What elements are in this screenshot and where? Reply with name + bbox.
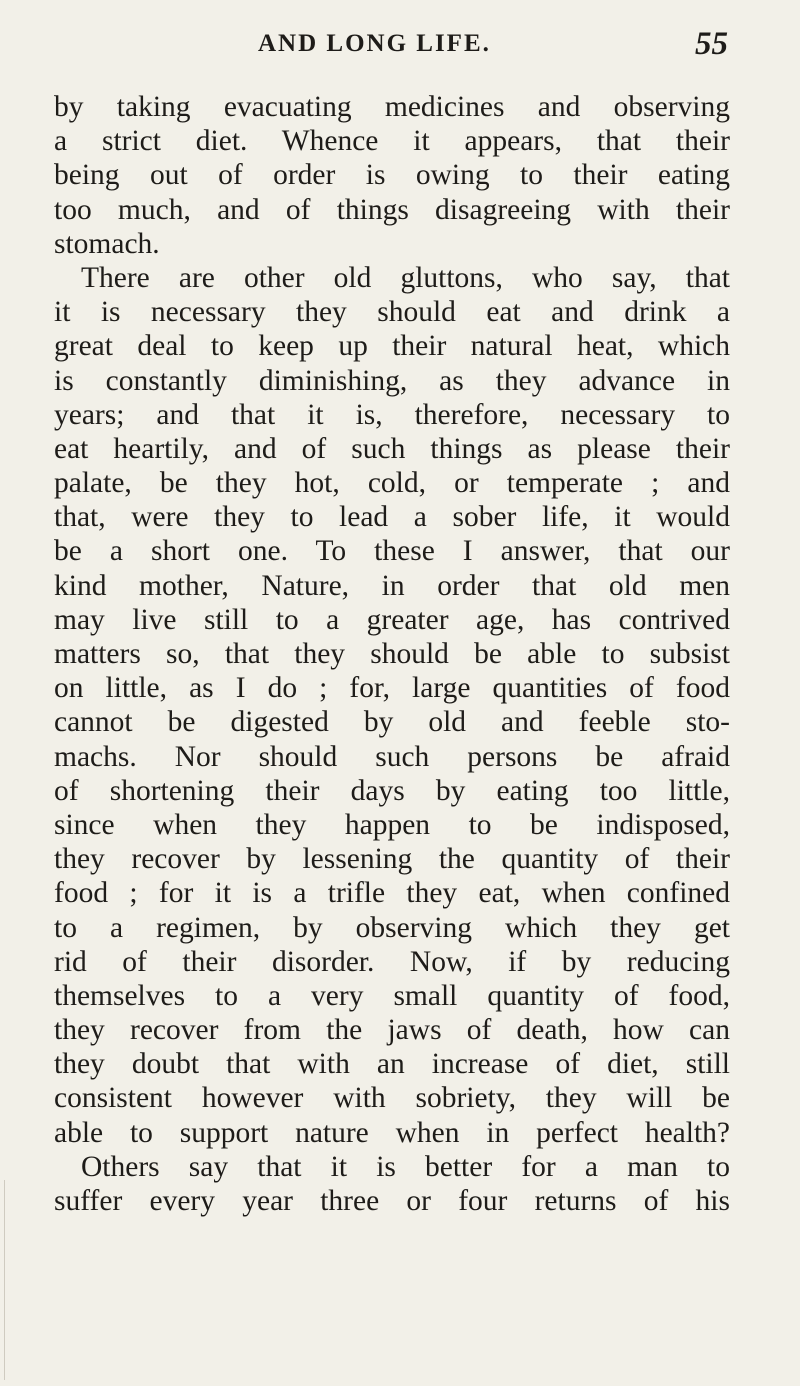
text-line: on little, as I do ; for, large quantities of food — [54, 672, 730, 705]
text-line: be a short one. To these I answer, that our — [54, 535, 730, 568]
running-title: AND LONG LIFE. — [258, 30, 491, 57]
gutter-shadow — [4, 1180, 5, 1380]
paragraph-start-line: There are other old gluttons, who say, that — [81, 261, 730, 294]
text-line: being out of order is owing to their eating — [54, 159, 730, 192]
text-line: is constantly diminishing, as they advance in — [54, 364, 730, 397]
text-line: matters so, that they should be able to subsist — [54, 638, 730, 670]
text-line: suffer every year three or four returns of his — [54, 1185, 730, 1217]
text-line: they doubt that with an increase of diet, still — [54, 1048, 730, 1081]
text-line: years; and that it is, therefore, necessary to — [54, 398, 730, 431]
text-line: themselves to a very small quantity of food, — [54, 979, 730, 1012]
text-line: that, were they to lead a sober life, it would — [54, 501, 730, 534]
text-line: rid of their disorder. Now, if by reducing — [54, 945, 730, 978]
text-line: a strict diet. Whence it appears, that their — [54, 125, 730, 158]
text-line: they recover by lessening the quantity of their — [54, 843, 730, 876]
text-line: consistent however with sobriety, they will be — [54, 1082, 730, 1115]
running-head — [80, 28, 730, 68]
text-line: since when they happen to be indisposed, — [54, 808, 730, 841]
paragraph-start-line: Others say that it is better for a man to — [81, 1150, 730, 1183]
text-line: palate, be they hot, cold, or temperate ; and — [54, 467, 730, 500]
body-text — [54, 90, 730, 1218]
page-number: 55 — [695, 26, 728, 62]
text-line: able to support nature when in perfect health? — [54, 1116, 730, 1149]
text-line: cannot be digested by old and feeble sto- — [54, 706, 730, 739]
text-line: machs. Nor should such persons be afraid — [54, 740, 730, 773]
text-line: by taking evacuating medicines and observing — [54, 91, 730, 123]
text-line: may live still to a greater age, has contrived — [54, 603, 730, 636]
text-line: it is necessary they should eat and drink a — [54, 296, 730, 329]
text-line: to a regimen, by observing which they get — [54, 911, 730, 944]
text-line: of shortening their days by eating too little, — [54, 774, 730, 807]
text-line: great deal to keep up their natural heat, which — [54, 330, 730, 363]
text-line: too much, and of things disagreeing with their — [54, 193, 730, 226]
text-line: stomach. — [54, 227, 160, 260]
text-line: food ; for it is a trifle they eat, when confined — [54, 877, 730, 910]
text-line: they recover from the jaws of death, how can — [54, 1014, 730, 1047]
text-line: kind mother, Nature, in order that old men — [54, 569, 730, 602]
text-line: eat heartily, and of such things as please their — [54, 432, 730, 465]
